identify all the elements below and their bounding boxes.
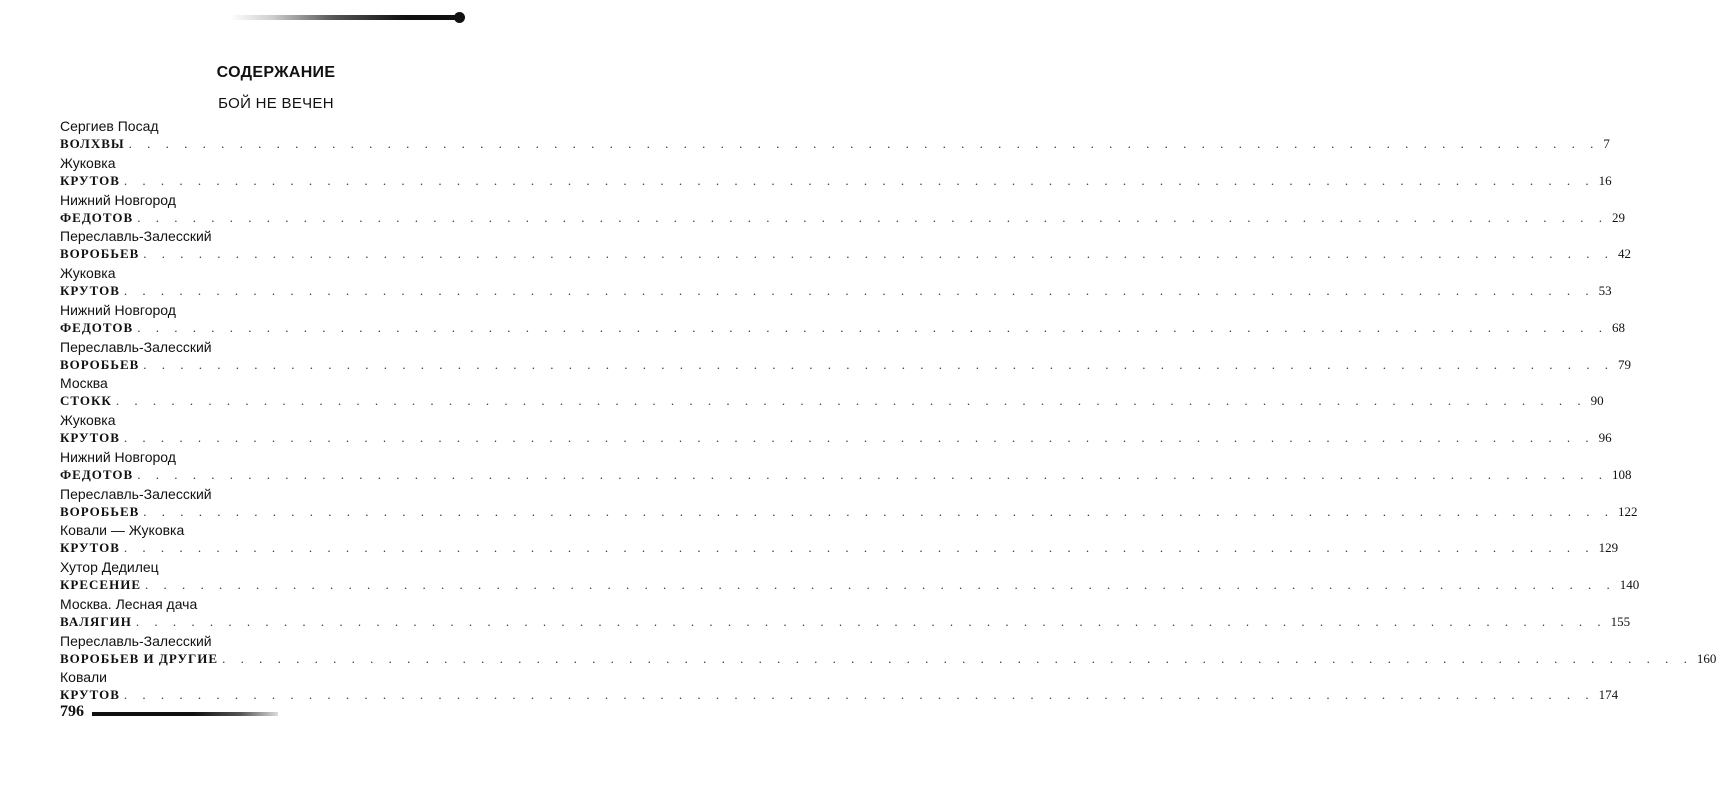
- top-rule-ornament: [454, 12, 465, 23]
- toc-line: [60, 576, 1640, 593]
- toc-line: [60, 539, 1619, 556]
- toc-line: [60, 282, 1612, 299]
- contents-heading: СОДЕРЖАНИЕ: [216, 64, 336, 81]
- bottom-decorative-rule: [92, 712, 278, 716]
- toc-entry[interactable]: [60, 522, 1619, 559]
- dot-leader: . . . . . . . . . . . . . . . . . . . . . . . . . . . . . . . . . . . . . . . . . . . . . . . . . . . . . . . . . . . . . . . . . . . . . . . . . . . . . . . .: [115, 393, 1587, 409]
- toc-place: Жуковка: [60, 265, 116, 281]
- toc-chapter: ВОРОБЬЕВ: [60, 503, 140, 519]
- toc-chapter: ВОРОБЬЕВ И ДРУГИЕ: [60, 650, 219, 666]
- toc-entry[interactable]: [60, 191, 1625, 229]
- toc-entry[interactable]: [60, 559, 1640, 596]
- toc-chapter: ФЕДОТОВ: [60, 209, 134, 225]
- toc-chapter: ФЕДОТОВ: [60, 466, 134, 482]
- toc-line: [60, 650, 1716, 667]
- toc-place: Переславль-Залесский: [60, 338, 212, 355]
- toc-entry[interactable]: [60, 375, 1604, 412]
- toc-line: [60, 686, 1619, 703]
- dot-leader: . . . . . . . . . . . . . . . . . . . . . . . . . . . . . . . . . . . . . . . . . . . . . . . . . . . . . . . . . . . . . . . . . . . . . . . . . . . . . . . .: [143, 246, 1615, 262]
- toc-chapter: СТОКК: [60, 393, 112, 409]
- dot-leader: . . . . . . . . . . . . . . . . . . . . . . . . . . . . . . . . . . . . . . . . . . . . . . . . . . . . . . . . . . . . . . . . . . . . . . . . . . . . . . . .: [137, 319, 1608, 335]
- dot-leader: . . . . . . . . . . . . . . . . . . . . . . . . . . . . . . . . . . . . . . . . . . . . . . . . . . . . . . . . . . . . . . . . . . . . . . . . . . . . . . . .: [123, 283, 1595, 298]
- toc-chapter: КРУТОВ: [60, 283, 120, 298]
- toc-line: [60, 466, 1632, 483]
- toc-place: Жуковка: [60, 154, 116, 171]
- dot-leader: . . . . . . . . . . . . . . . . . . . . . . . . . . . . . . . . . . . . . . . . . . . . . . . . . . . . . . . . . . . . . . . . . . . . . . . . . . . . . . . .: [137, 209, 1608, 225]
- toc-page-number: 29: [1611, 209, 1625, 225]
- toc-line: [60, 172, 1612, 189]
- toc-chapter: ВОРОБЬЕВ: [60, 246, 140, 262]
- toc-line: [60, 429, 1612, 446]
- toc-chapter: ВАЛЯГИН: [60, 613, 132, 629]
- toc-place: Ковали — Жуковка: [60, 522, 185, 539]
- dot-leader: . . . . . . . . . . . . . . . . . . . . . . . . . . . . . . . . . . . . . . . . . . . . . . . . . . . . . . . . . . . . . . . . . . . . . . . . . . . . . . . .: [123, 430, 1595, 445]
- dot-leader: . . . . . . . . . . . . . . . . . . . . . . . . . . . . . . . . . . . . . . . . . . . . . . . . . . . . . . . . . . . . . . . . . . . . . . . . . . . . . . . .: [143, 356, 1615, 372]
- toc-place: Переславль-Залесский: [60, 228, 212, 245]
- toc-entry[interactable]: [60, 265, 1612, 302]
- toc-place: Нижний Новгород: [60, 191, 176, 208]
- dot-leader: . . . . . . . . . . . . . . . . . . . . . . . . . . . . . . . . . . . . . . . . . . . . . . . . . . . . . . . . . . . . . . . . . . . . . . . . . . . . . . . .: [145, 577, 1616, 592]
- toc-line: [60, 356, 1632, 373]
- toc-place: Переславль-Залесский: [60, 632, 212, 649]
- dot-leader: . . . . . . . . . . . . . . . . . . . . . . . . . . . . . . . . . . . . . . . . . . . . . . . . . . . . . . . . . . . . . . . . . . . . . . . . . . . . . . . .: [123, 172, 1595, 188]
- dot-leader: . . . . . . . . . . . . . . . . . . . . . . . . . . . . . . . . . . . . . . . . . . . . . . . . . . . . . . . . . . . . . . . . . . . . . . . . . . . . . . . .: [123, 687, 1595, 703]
- toc-entry[interactable]: [60, 632, 1716, 670]
- dot-leader: . . . . . . . . . . . . . . . . . . . . . . . . . . . . . . . . . . . . . . . . . . . . . . . . . . . . . . . . . . . . . . . . . . . . . . . . . . . . . . . .: [222, 650, 1693, 666]
- toc-place: Нижний Новгород: [60, 448, 176, 465]
- page-number: 796: [60, 703, 84, 720]
- toc-page-number: 7: [1603, 136, 1610, 151]
- toc-line: [60, 613, 1631, 630]
- toc-chapter: ВОРОБЬЕВ: [60, 356, 140, 372]
- toc-page-number: 155: [1610, 613, 1631, 629]
- toc-page-number: 42: [1618, 246, 1632, 262]
- toc-entry[interactable]: [60, 669, 1619, 706]
- toc-entry[interactable]: [60, 412, 1612, 449]
- top-decorative-rule: [230, 15, 462, 20]
- toc-place: Хутор Дедилец: [60, 559, 159, 575]
- table-of-contents: [60, 118, 1716, 706]
- toc-chapter: ФЕДОТОВ: [60, 319, 134, 335]
- toc-page-number: 160: [1696, 650, 1716, 666]
- toc-line: [60, 135, 1610, 152]
- toc-place: Переславль-Залесский: [60, 485, 212, 502]
- toc-place: Нижний Новгород: [60, 301, 176, 318]
- toc-page-number: 79: [1618, 356, 1632, 372]
- toc-page-number: 108: [1611, 466, 1632, 482]
- toc-page-number: 68: [1611, 319, 1625, 335]
- toc-chapter: КРУТОВ: [60, 430, 120, 445]
- toc-entry[interactable]: [60, 301, 1625, 339]
- part-title: БОЙ НЕ ВЕЧЕН: [218, 95, 334, 112]
- toc-entry[interactable]: [60, 448, 1632, 486]
- toc-page-number: 174: [1598, 687, 1619, 703]
- toc-entry[interactable]: [60, 154, 1612, 192]
- toc-entry[interactable]: [60, 228, 1632, 265]
- toc-page-number: 96: [1598, 430, 1612, 445]
- toc-entry[interactable]: [60, 485, 1638, 523]
- toc-place: Ковали: [60, 669, 107, 686]
- toc-page-number: 122: [1618, 503, 1638, 519]
- toc-page-number: 53: [1598, 283, 1612, 298]
- toc-line: [60, 392, 1604, 409]
- dot-leader: . . . . . . . . . . . . . . . . . . . . . . . . . . . . . . . . . . . . . . . . . . . . . . . . . . . . . . . . . . . . . . . . . . . . . . . . . . . . . . . .: [143, 503, 1615, 519]
- toc-chapter: КРУТОВ: [60, 540, 120, 556]
- toc-entry[interactable]: [60, 338, 1632, 376]
- toc-chapter: КРУТОВ: [60, 172, 120, 188]
- toc-line: [60, 319, 1625, 336]
- toc-page-number: 140: [1619, 577, 1640, 592]
- toc-place: Москва: [60, 375, 108, 392]
- dot-leader: . . . . . . . . . . . . . . . . . . . . . . . . . . . . . . . . . . . . . . . . . . . . . . . . . . . . . . . . . . . . . . . . . . . . . . . . . . . . . . . .: [135, 613, 1607, 629]
- dot-leader: . . . . . . . . . . . . . . . . . . . . . . . . . . . . . . . . . . . . . . . . . . . . . . . . . . . . . . . . . . . . . . . . . . . . . . . . . . . . . . . .: [128, 136, 1600, 151]
- toc-page-number: 90: [1590, 393, 1604, 409]
- dot-leader: . . . . . . . . . . . . . . . . . . . . . . . . . . . . . . . . . . . . . . . . . . . . . . . . . . . . . . . . . . . . . . . . . . . . . . . . . . . . . . . .: [137, 466, 1608, 482]
- toc-chapter: КРЕСЕНИЕ: [60, 577, 141, 592]
- toc-place: Жуковка: [60, 412, 116, 428]
- toc-chapter: ВОЛХВЫ: [60, 136, 125, 151]
- toc-place: Сергиев Посад: [60, 118, 159, 134]
- toc-page-number: 129: [1598, 540, 1619, 556]
- toc-entry[interactable]: [60, 595, 1631, 633]
- toc-page-number: 16: [1598, 172, 1612, 188]
- toc-line: [60, 245, 1632, 262]
- dot-leader: . . . . . . . . . . . . . . . . . . . . . . . . . . . . . . . . . . . . . . . . . . . . . . . . . . . . . . . . . . . . . . . . . . . . . . . . . . . . . . . .: [123, 540, 1595, 556]
- toc-line: [60, 209, 1625, 226]
- toc-place: Москва. Лесная дача: [60, 595, 198, 612]
- toc-entry[interactable]: [60, 118, 1610, 155]
- toc-chapter: КРУТОВ: [60, 687, 120, 703]
- toc-line: [60, 503, 1638, 520]
